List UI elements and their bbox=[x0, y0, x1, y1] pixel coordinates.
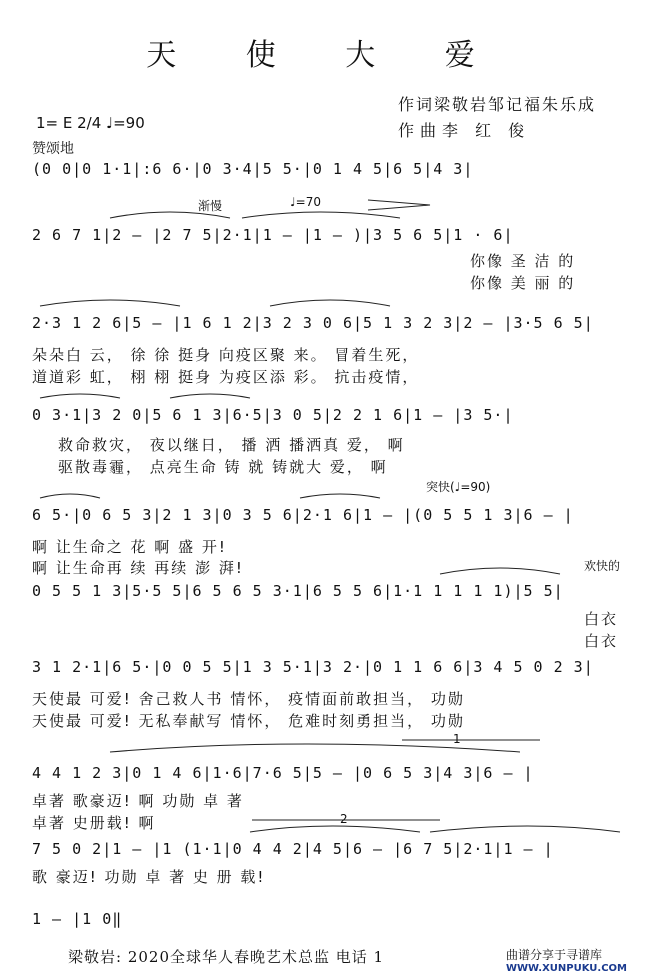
lyric-4-1: 救命救灾， 夜以继日， 播 洒 播洒真 爱， 啊 bbox=[58, 436, 405, 454]
staff-line-1: (0 0|0 1·1|:6 6·|0 3·4|5 5·|0 1 4 5|6 5|4 3| bbox=[32, 160, 474, 178]
source-badge-title: 曲谱分享于寻谱库 bbox=[506, 948, 603, 962]
decrescendo bbox=[368, 200, 430, 210]
lyric-7-1: 天使最 可爱! 舍己救人书 情怀， 疫情面前敢担当， 功勋 bbox=[32, 690, 465, 708]
lyric-7-2: 天使最 可爱! 无私奉献写 情怀， 危难时刻勇担当， 功勋 bbox=[32, 712, 465, 730]
tempo-mark-70: ♩=70 bbox=[290, 195, 321, 209]
slur bbox=[170, 394, 250, 398]
lyric-6-1: 白衣 bbox=[584, 610, 619, 628]
staff-line-5: 6 5·|0 6 5 3|2 1 3|0 3 5 6|2·1 6|1 – |(0 5 5 1 3|6 – | bbox=[32, 506, 574, 524]
lyric-9-1: 歌 豪迈! 功勋 卓 著 史 册 载! bbox=[32, 868, 266, 886]
slur bbox=[242, 212, 400, 218]
staff-line-8: 4 4 1 2 3|0 1 4 6|1·6|7·6 5|5 – |0 6 5 3|4 3|6 – | bbox=[32, 764, 534, 782]
tempo-mark-lively: 欢快的 bbox=[584, 559, 621, 573]
expression-mark: 赞颂地 bbox=[32, 141, 74, 157]
slur bbox=[40, 300, 180, 306]
composer-credit: 作曲李 红 俊 bbox=[398, 121, 531, 140]
tempo-mark-90: 突快(♩=90) bbox=[426, 480, 491, 494]
slur bbox=[270, 300, 390, 306]
slur bbox=[440, 568, 560, 574]
lyricist-credit: 作词梁敬岩邹记福朱乐成 bbox=[398, 95, 597, 114]
slur bbox=[40, 394, 120, 398]
staff-line-4: 0 3·1|3 2 0|5 6 1 3|6·5|3 0 5|2 2 1 6|1 – |3 5·| bbox=[32, 406, 514, 424]
staff-line-6: 0 5 5 1 3|5·5 5|6 5 6 5 3·1|6 5 5 6|1·1 1 1 1 1)|5 5| bbox=[32, 582, 564, 600]
staff-line-3: 2·3 1 2 6|5 – |1 6 1 2|3 2 3 0 6|5 1 3 2 3|2 – |3·5 6 5| bbox=[32, 314, 594, 332]
lyric-2-2: 你像 美 丽 的 bbox=[470, 274, 576, 292]
staff-line-9: 7 5 0 2|1 – |1 (1·1|0 4 4 2|4 5|6 – |6 7 5|2·1|1 – | bbox=[32, 840, 554, 858]
slur bbox=[250, 826, 420, 832]
staff-line-7: 3 1 2·1|6 5·|0 0 5 5|1 3 5·1|3 2·|0 1 1 6 6|3 4 5 0 2 3| bbox=[32, 658, 594, 676]
lyric-4-2: 驱散毒霾， 点亮生命 铸 就 铸就大 爱， 啊 bbox=[58, 458, 388, 476]
volta-2-label: 2 bbox=[340, 812, 348, 826]
source-badge[interactable] bbox=[506, 946, 627, 974]
key-tempo: 1= E 2/4 ♩=90 bbox=[36, 114, 145, 132]
lyric-3-1: 朵朵白 云， 徐 徐 挺身 向疫区聚 来。 冒着生死， bbox=[32, 346, 420, 364]
footer-contact: 梁敬岩: 2020全球华人春晚艺术总监 电话 1 bbox=[68, 948, 385, 966]
lyric-5-1: 啊 让生命之 花 啊 盛 开! bbox=[32, 538, 227, 556]
lyric-3-2: 道道彩 虹， 栩 栩 挺身 为疫区添 彩。 抗击疫情， bbox=[32, 368, 420, 386]
slur bbox=[430, 826, 620, 832]
staff-line-2: 2 6 7 1|2 – |2 7 5|2·1|1 – |1 – )|3 5 6 5|1 · 6| bbox=[32, 226, 514, 244]
source-badge-url: WWW.XUNPUKU.COM bbox=[506, 963, 628, 974]
staff-line-10: 1 – |1 0‖ bbox=[32, 910, 123, 928]
lyric-2-1: 你像 圣 洁 的 bbox=[470, 252, 576, 270]
tempo-mark-rit: 渐慢 bbox=[198, 199, 223, 213]
lyric-5-2: 啊 让生命再 续 再续 澎 湃! bbox=[32, 559, 244, 577]
volta-1-label: 1 bbox=[453, 732, 461, 746]
lyric-6-2: 白衣 bbox=[584, 632, 619, 650]
lyric-8-2: 卓著 史册载! 啊 bbox=[32, 814, 156, 832]
slur bbox=[40, 494, 100, 498]
page-title: 天 使 大 爱 bbox=[146, 38, 505, 73]
lyric-8-1: 卓著 歌豪迈! 啊 功勋 卓 著 bbox=[32, 792, 244, 810]
slur bbox=[300, 494, 380, 498]
